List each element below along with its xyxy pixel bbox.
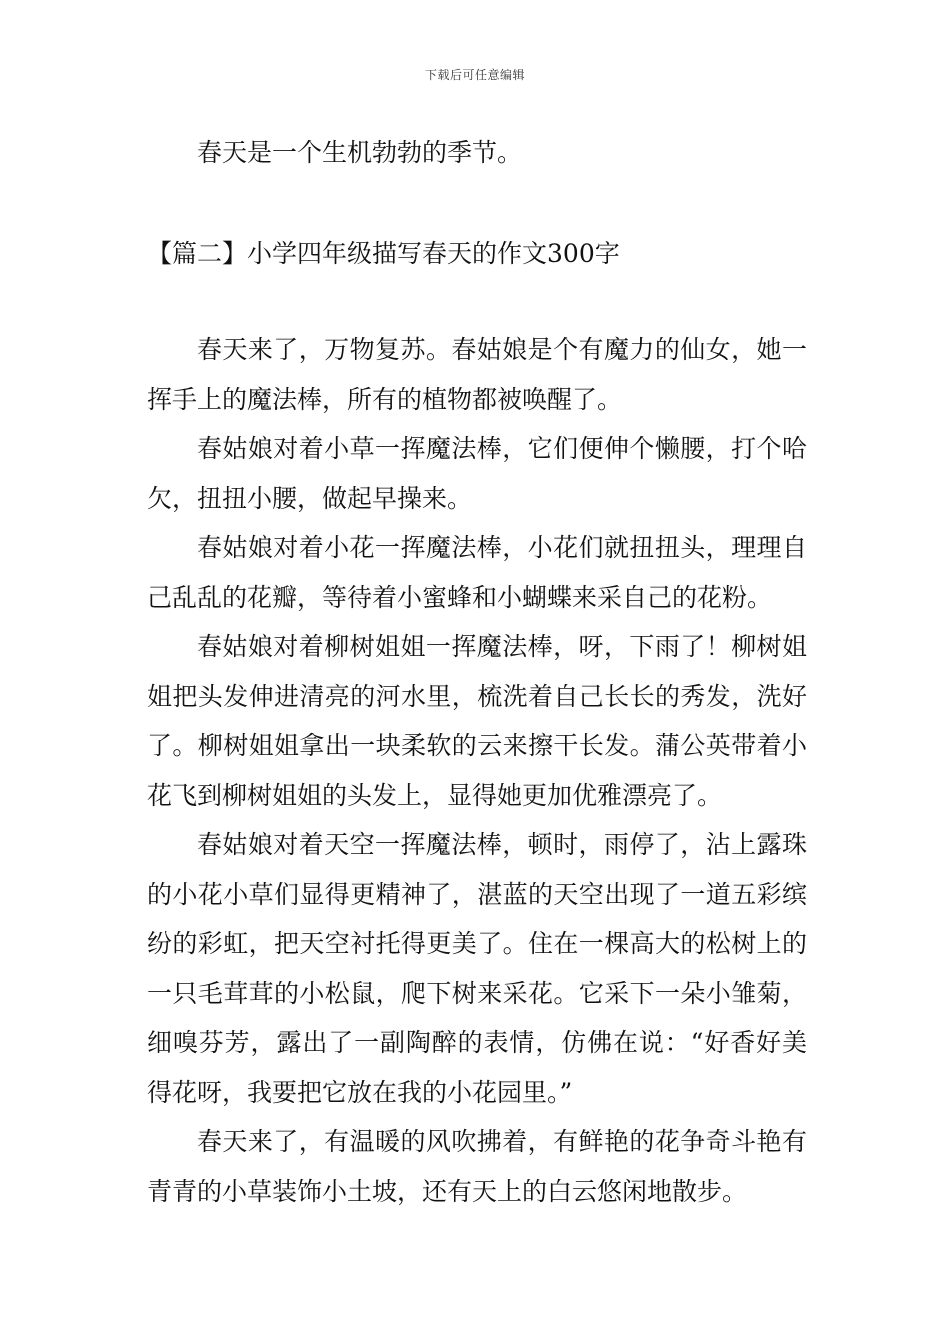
paragraph: 春天来了，万物复苏。春姑娘是个有魔力的仙女，她一挥手上的魔法棒，所有的植物都被唤醒了。 [147,335,807,414]
paragraph: 春姑娘对着天空一挥魔法棒，顿时，雨停了，沾上露珠的小花小草们显得更精神了，湛蓝的天空出现了一道五彩缤纷的彩虹，把天空衬托得更美了。住在一棵高大的松树上的一只毛茸茸的小松鼠，爬下树来采花。它采下一朵小雏菊，细嗅芬芳，露出了一副陶醉的表情，仿佛在说：“好香好美得花呀，我要把它放在我的小花园里。” [147,830,807,1107]
section-heading: 【篇二】小学四年级描写春天的作文300字 [147,238,620,268]
paragraph: 春天来了，有温暖的风吹拂着，有鲜艳的花争奇斗艳有青青的小草装饰小土坡，还有天上的白云悠闲地散步。 [147,1127,807,1206]
document-body [147,128,807,1216]
page-header: 下载后可任意编辑 [424,68,525,82]
paragraph: 春姑娘对着小草一挥魔法棒，它们便伸个懒腰，打个哈欠，扭扭小腰，做起早操来。 [147,434,807,513]
intro-paragraph: 春天是一个生机勃勃的季节。 [197,138,523,167]
paragraph: 春姑娘对着柳树姐姐一挥魔法棒，呀，下雨了！柳树姐姐把头发伸进清亮的河水里，梳洗着自己长长的秀发，洗好了。柳树姐姐拿出一块柔软的云来擦干长发。蒲公英带着小花飞到柳树姐姐的头发上，显得她更加优雅漂亮了。 [147,632,807,810]
paragraph: 春姑娘对着小花一挥魔法棒，小花们就扭扭头，理理自己乱乱的花瓣，等待着小蜜蜂和小蝴蝶来采自己的花粉。 [147,533,807,612]
